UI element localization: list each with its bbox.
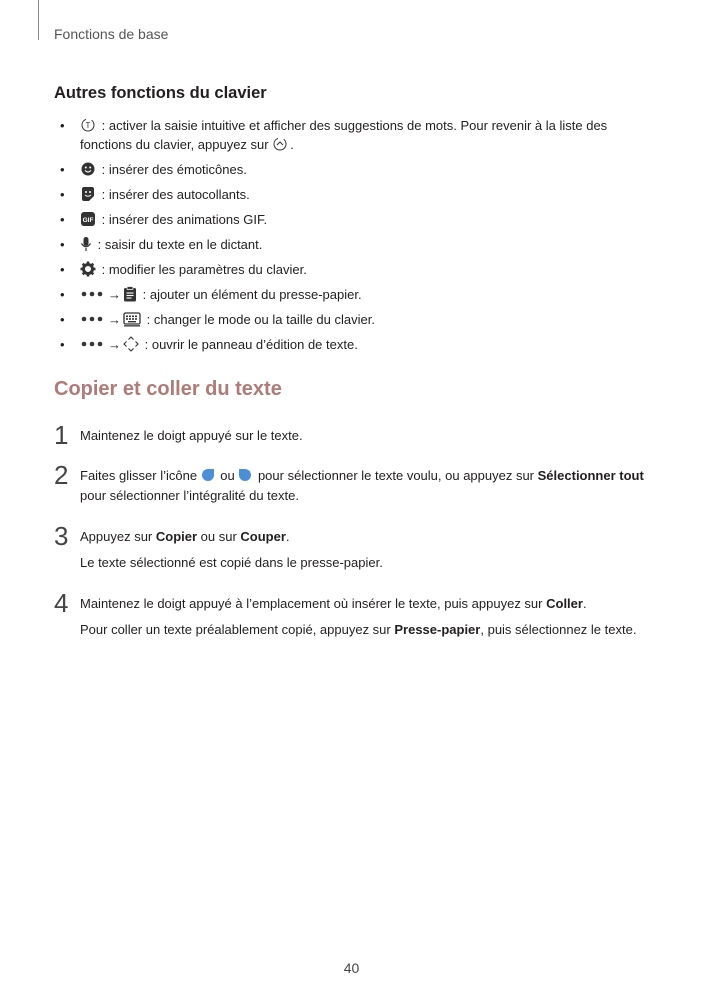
step-3 — [54, 521, 654, 579]
gear-icon — [80, 261, 96, 277]
list-item: • : saisir du texte en le dictant. — [60, 237, 263, 252]
step-1 — [54, 420, 654, 452]
sub-heading: Autres fonctions du clavier — [54, 84, 267, 102]
text-editing-icon — [123, 336, 139, 352]
step-number: 3 — [54, 521, 69, 551]
step-number: 1 — [54, 420, 69, 450]
clipboard-icon — [123, 286, 137, 302]
paste-label: Coller — [546, 596, 583, 611]
list-item: • : insérer des autocollants. — [60, 187, 250, 202]
step-text: Maintenez le doigt appuyé à l’emplacement où insérer le texte, puis appuyez sur Coller. — [80, 596, 587, 611]
list-item: • → : ajouter un élément du presse-papier. — [60, 287, 362, 302]
more-options-icon — [80, 286, 104, 302]
predictive-text-back-icon — [272, 136, 288, 152]
step-note: Le texte sélectionné est copié dans le presse-papier. — [80, 555, 383, 570]
step-number: 4 — [54, 588, 69, 618]
microphone-icon — [80, 236, 92, 252]
more-options-icon — [80, 336, 104, 352]
step-text: Appuyez sur Copier ou sur Couper. — [80, 529, 290, 544]
sticker-icon — [80, 186, 96, 202]
section-heading: Copier et coller du texte — [54, 378, 282, 400]
copy-label: Copier — [155, 529, 198, 544]
list-item: • GIF : insérer des animations GIF. — [60, 212, 268, 227]
select-all-label: Sélectionner tout — [537, 468, 644, 483]
selection-handle-left-icon — [201, 468, 215, 483]
page-number: 40 — [343, 960, 360, 976]
list-item: • T : activer la saisie intuitive et afficher des suggestions de mots. Pour revenir à la liste des fonctions du clavier, appuyez sur . — [60, 118, 608, 152]
list-item: • → : ouvrir le panneau d’édition de texte. — [60, 337, 358, 352]
more-options-icon — [80, 311, 104, 327]
predictive-text-icon — [80, 117, 96, 133]
svg-text:T: T — [85, 121, 91, 130]
cut-label: Couper — [240, 529, 286, 544]
page-margin-rule — [38, 0, 39, 40]
step-number: 2 — [54, 460, 69, 490]
list-item: • → : changer le mode ou la taille du clavier. — [60, 312, 375, 327]
emoji-icon — [80, 161, 96, 177]
clipboard-label: Presse-papier — [394, 622, 481, 637]
list-item: • : modifier les paramètres du clavier. — [60, 262, 307, 277]
selection-handle-right-icon — [238, 468, 252, 483]
gif-icon — [80, 211, 96, 227]
keyboard-icon — [123, 311, 141, 327]
step-note: Pour coller un texte préalablement copié, appuyez sur Presse-papier, puis sélectionnez le texte. — [80, 622, 637, 637]
keyboard-functions-list — [54, 116, 654, 360]
step-4 — [54, 588, 654, 646]
step-text: Faites glisser l’icône ou pour sélectionner le texte voulu, ou appuyez sur Sélectionner tout pour sélectionner l’intégralité du texte. — [80, 468, 644, 503]
step-text: Maintenez le doigt appuyé sur le texte. — [80, 428, 303, 443]
running-header: Fonctions de base — [54, 26, 169, 42]
svg-text:GIF: GIF — [82, 217, 94, 224]
step-2 — [54, 460, 654, 512]
list-item: • : insérer des émoticônes. — [60, 162, 247, 177]
